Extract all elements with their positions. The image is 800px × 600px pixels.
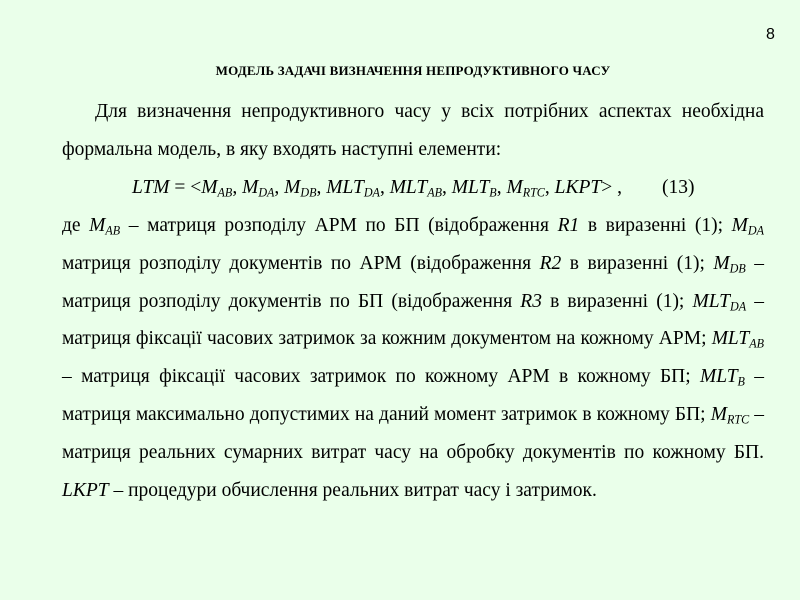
intro-paragraph: Для визначення непродуктивного часу у всіх потрібних аспектах необхідна формальна модель, в яку входять наступні елементи: xyxy=(62,101,764,160)
symbol-m-ab: $M_{AB}$ xyxy=(89,214,121,238)
formula-sep: , xyxy=(316,176,327,198)
symbol-mlt-b: $MLT_B$ xyxy=(700,366,745,389)
formula-sep: , xyxy=(544,176,555,198)
symbol-m-db: $M_{DB}$ xyxy=(713,252,746,276)
page-number: 8 xyxy=(766,26,775,43)
formula-close: > , xyxy=(601,176,622,198)
definitions-paragraph: де $M_{AB}$ – матриця розподілу АРМ по БП (відображення R1 в виразенні (1); $M_{DA}$ матриця розподілу документів по АРМ (відображення R2 в виразенні (1); $M_{DB}$ – матриця розподілу документів по БП (відображення R3 в виразенні (1); $MLT_{DA}$ – матриця фіксації часових затримок за кожним документом на кожному АРМ; $MLT_{AB}$ – матриця фіксації часових затримок по кожному АРМ в кожному БП; $MLT_B$ – матриця максимально допустимих на даний момент затримок в кожному БП; $M_{RTC}$ – матриця реальних сумарних витрат часу на обробку документів по кожному БП. LKPT – процедури обчислення реальних витрат часу і затримок. xyxy=(62,214,765,502)
formula-term: $M_{RTC}$ xyxy=(506,176,545,200)
formula-equals: = < xyxy=(169,176,202,198)
formula-term: $MLT_B$ xyxy=(451,176,497,200)
slide-title: МОДЕЛЬ ЗАДАЧІ ВИЗНАЧЕННЯ НЕПРОДУКТИВНОГО ЧАСУ xyxy=(215,63,611,78)
formula-term: $MLT_{DA}$ xyxy=(326,176,380,200)
formula-term: $MLT_{AB}$ xyxy=(389,176,442,200)
formula-sep: , xyxy=(232,176,243,198)
slide-content xyxy=(62,93,764,510)
symbol-m-da: $M_{DA}$ xyxy=(731,214,765,238)
formula-sep: , xyxy=(274,176,285,198)
formula-term: $M_{AB}$ xyxy=(201,176,233,200)
formula-sep: , xyxy=(496,176,507,198)
symbol-mlt-da: $MLT_{DA}$ xyxy=(692,290,747,314)
symbol-mlt-ab: $MLT_{AB}$ xyxy=(711,328,764,352)
ref-r1: R1 xyxy=(557,214,580,236)
formula-sep: , xyxy=(379,176,390,198)
ref-r2: R2 xyxy=(539,252,562,274)
formula-term: $M_{DA}$ xyxy=(242,176,275,200)
formula-term: LKPT xyxy=(554,176,602,198)
ref-r3: R3 xyxy=(520,290,542,312)
formula-term: $M_{DB}$ xyxy=(284,176,317,200)
formula-number: (13) xyxy=(661,176,695,198)
formula-13 xyxy=(62,169,764,207)
symbol-lkpt: LKPT xyxy=(62,480,109,502)
formula-sep: , xyxy=(442,176,452,198)
symbol-m-rtc: $M_{RTC}$ xyxy=(710,404,750,427)
formula-lhs: LTM xyxy=(132,176,170,198)
